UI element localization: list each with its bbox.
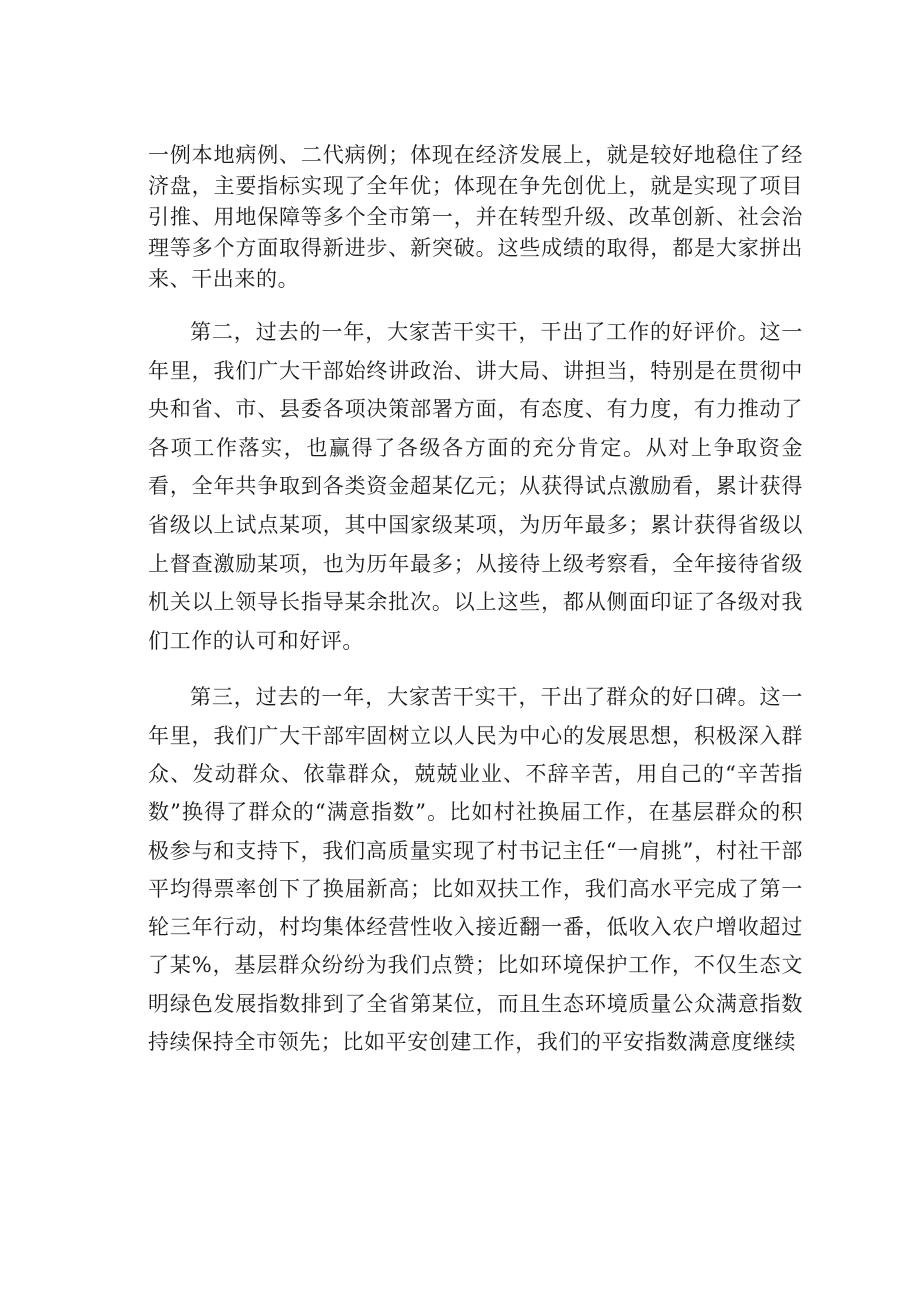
document-body [148, 140, 803, 1061]
paragraph-3: 第三，过去的一年，大家苦干实干，干出了群众的好口碑。这一年里，我们广大干部牢固树立以人民为中心的发展思想，积极深入群众、发动群众、依靠群众，兢兢业业、不辞辛苦，用自己的“辛苦指数”换得了群众的“满意指数”。比如村社换届工作，在基层群众的积极参与和支持下，我们高质量实现了村书记主任“一肩挑”，村社干部平均得票率创下了换届新高；比如双扶工作，我们高水平完成了第一轮三年行动，村均集体经营性收入接近翻一番，低收入农户增收超过了某%，基层群众纷纷为我们点赞；比如环境保护工作，不仅生态文明绿色发展指数排到了全省第某位，而且生态环境质量公众满意指数持续保持全市领先；比如平安创建工作，我们的平安指数满意度继续 [148, 685, 803, 1055]
paragraph-1: 一例本地病例、二代病例；体现在经济发展上，就是较好地稳住了经济盘，主要指标实现了全年优；体现在争先创优上，就是实现了项目引推、用地保障等多个全市第一，并在转型升级、改革创新、社会治理等多个方面取得新进步、新突破。这些成绩的取得，都是大家拼出来、干出来的。 [148, 143, 803, 291]
paragraph-2: 第二，过去的一年，大家苦干实干，干出了工作的好评价。这一年里，我们广大干部始终讲政治、讲大局、讲担当，特别是在贯彻中央和省、市、县委各项决策部署方面，有态度、有力度，有力推动了各项工作落实，也赢得了各级各方面的充分肯定。从对上争取资金看，全年共争取到各类资金超某亿元；从获得试点激励看，累计获得省级以上试点某项，其中国家级某项，为历年最多；累计获得省级以上督查激励某项，也为历年最多；从接待上级考察看，全年接待省级机关以上领导长指导某余批次。以上这些，都从侧面印证了各级对我们工作的认可和好评。 [148, 320, 803, 653]
